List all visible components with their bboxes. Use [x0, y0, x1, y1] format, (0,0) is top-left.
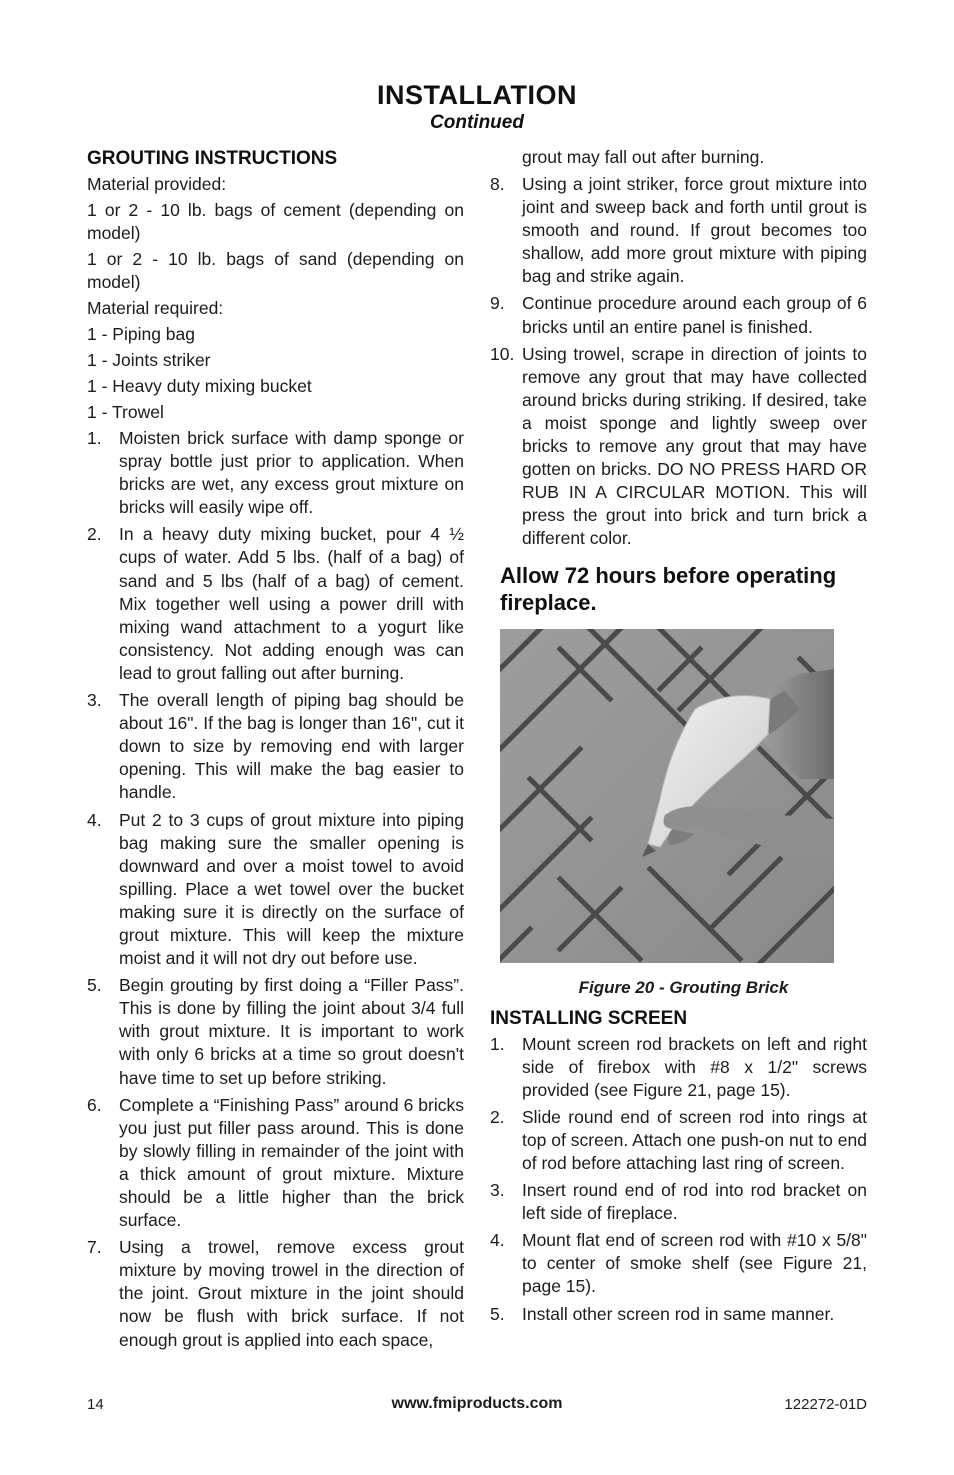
step-number: 1. [490, 1033, 505, 1054]
step-text: Insert round end of rod into rod bracket on left side of fireplace. [522, 1180, 867, 1224]
step-item [87, 1236, 464, 1351]
step-number: 7. [87, 1237, 102, 1258]
material-line: Material required: [87, 298, 224, 318]
material-line: 1 - Heavy duty mixing bucket [87, 376, 312, 396]
step-text: Put 2 to 3 cups of grout mixture into piping bag making sure the smaller opening is downward and over a moist towel to avoid spilling. Place a wet towel over the bucket making sure it is directly on the surface of grout mixture. This will keep the mixture moist and it will not dry out before use. [119, 809, 464, 969]
step-item [87, 1094, 464, 1233]
step-number: 9. [490, 293, 505, 314]
figure-caption: Figure 20 - Grouting Brick [578, 977, 789, 997]
screen-steps [490, 1033, 867, 1326]
step-number: 3. [87, 690, 102, 711]
step-text: Using a joint striker, force grout mixture into joint and sweep back and forth until grout is smooth and round. If grout becomes too shallow, add more grout mixture with piping bag and strike again. [522, 174, 867, 287]
step-number: 5. [490, 1303, 505, 1324]
grouting-brick-photo [500, 629, 834, 963]
step-number: 8. [490, 174, 505, 194]
material-line: 1 or 2 - 10 lb. bags of sand (depending on model) [87, 249, 464, 292]
grouting-heading: GROUTING INSTRUCTIONS [87, 148, 338, 169]
page-subtitle: Continued [430, 112, 524, 133]
material-line: 1 or 2 - 10 lb. bags of cement (depending on model) [87, 200, 464, 243]
material-line: 1 - Piping bag [87, 324, 195, 344]
step-text: Complete a “Finishing Pass” around 6 bricks you just put filler pass around. This is done by slowly filling in remainder of the joint with a thick amount of grout mixture. Mixture should be a little higher than the brick surface. [119, 1094, 464, 1231]
right-column [490, 146, 867, 1330]
step-item [87, 427, 464, 519]
step-text: Begin grouting by first doing a “Filler Pass”. This is done by filling the joint about 3/4 full with grout mixture. It is important to work with only 6 bricks at a time so grout doesn't have time to set up before striking. [119, 975, 464, 1088]
step-item [490, 1179, 867, 1225]
grouting-steps-continued [490, 173, 867, 551]
step-item [490, 1106, 867, 1175]
step-item [490, 343, 867, 551]
grouting-steps [87, 427, 464, 1352]
step-number: 10. [490, 343, 515, 364]
material-line: Material provided: [87, 174, 227, 194]
step-text: Slide round end of screen rod into rings at top of screen. Attach one push-on nut to end of rod before attaching last ring of screen. [522, 1106, 867, 1173]
step-item [87, 523, 464, 685]
step-item [490, 173, 867, 288]
step-number: 4. [87, 809, 102, 830]
step-number: 6. [87, 1094, 102, 1115]
step-text: Install other screen rod in same manner. [522, 1303, 835, 1324]
step-item [490, 1033, 867, 1102]
step-number: 3. [490, 1180, 505, 1201]
step-text: The overall length of piping bag should be about 16". If the bag is longer than 16", cut it down to size by removing end with larger opening. This will make the bag easier to handle. [119, 690, 464, 803]
step-text: Mount screen rod brackets on left and right side of firebox with #8 x 1/2" screws provided (see Figure 21, page 15). [522, 1033, 867, 1100]
step-item [87, 974, 464, 1089]
material-line: 1 - Joints striker [87, 350, 211, 370]
step-item [490, 1303, 867, 1326]
step-number: 1. [87, 428, 102, 448]
step-continuation: grout may fall out after burning. [522, 147, 765, 167]
step-number: 4. [490, 1230, 505, 1251]
page-number: 14 [87, 1396, 104, 1413]
document-number: 122272-01D [784, 1396, 867, 1413]
installing-screen-heading: INSTALLING SCREEN [490, 1007, 688, 1029]
step-item [490, 292, 867, 338]
step-number: 2. [87, 524, 102, 545]
step-text: In a heavy duty mixing bucket, pour 4 ½ cups of water. Add 5 lbs. (half of a bag) of sand and 5 lbs (half of a bag) of cement. Mix together well using a power drill with mixing wand attachment to a yogurt like consistency. Not adding enough was can lead to grout falling out after burning. [119, 524, 464, 683]
step-item [87, 809, 464, 971]
step-text: Using a trowel, remove excess grout mixture by moving trowel in the direction of the joint. Grout mixture in the joint should now be flush with brick surface. If not enough grout is applied into each space, [119, 1237, 464, 1350]
left-column [87, 145, 464, 1356]
step-item [490, 1229, 867, 1298]
website-link[interactable]: www.fmiproducts.com [391, 1395, 563, 1412]
step-text: Mount flat end of screen rod with #10 x 5/8" to center of smoke shelf (see Figure 21, page 15). [522, 1230, 867, 1297]
step-text: Using trowel, scrape in direction of joints to remove any grout that may have collected around bricks during striking. If desired, take a moist sponge and lightly sweep over bricks to remove any grout that may have gotten on bricks. DO NO PRESS HARD OR RUB IN A CIRCULAR MOTION. This will press the grout into brick and turn brick a different color. [522, 343, 867, 549]
step-text: Moisten brick surface with damp sponge or spray bottle just prior to application. When bricks are wet, any excess grout mixture on bricks will easily wipe off. [119, 428, 464, 518]
step-number: 2. [490, 1106, 505, 1127]
material-line: 1 - Trowel [87, 402, 164, 422]
cure-time-warning: Allow 72 hours before operating fireplace. [500, 562, 837, 615]
page-title: INSTALLATION [377, 80, 577, 110]
step-item [87, 689, 464, 804]
step-text: Continue procedure around each group of 6 bricks until an entire panel is finished. [522, 293, 867, 337]
step-number: 5. [87, 975, 102, 996]
